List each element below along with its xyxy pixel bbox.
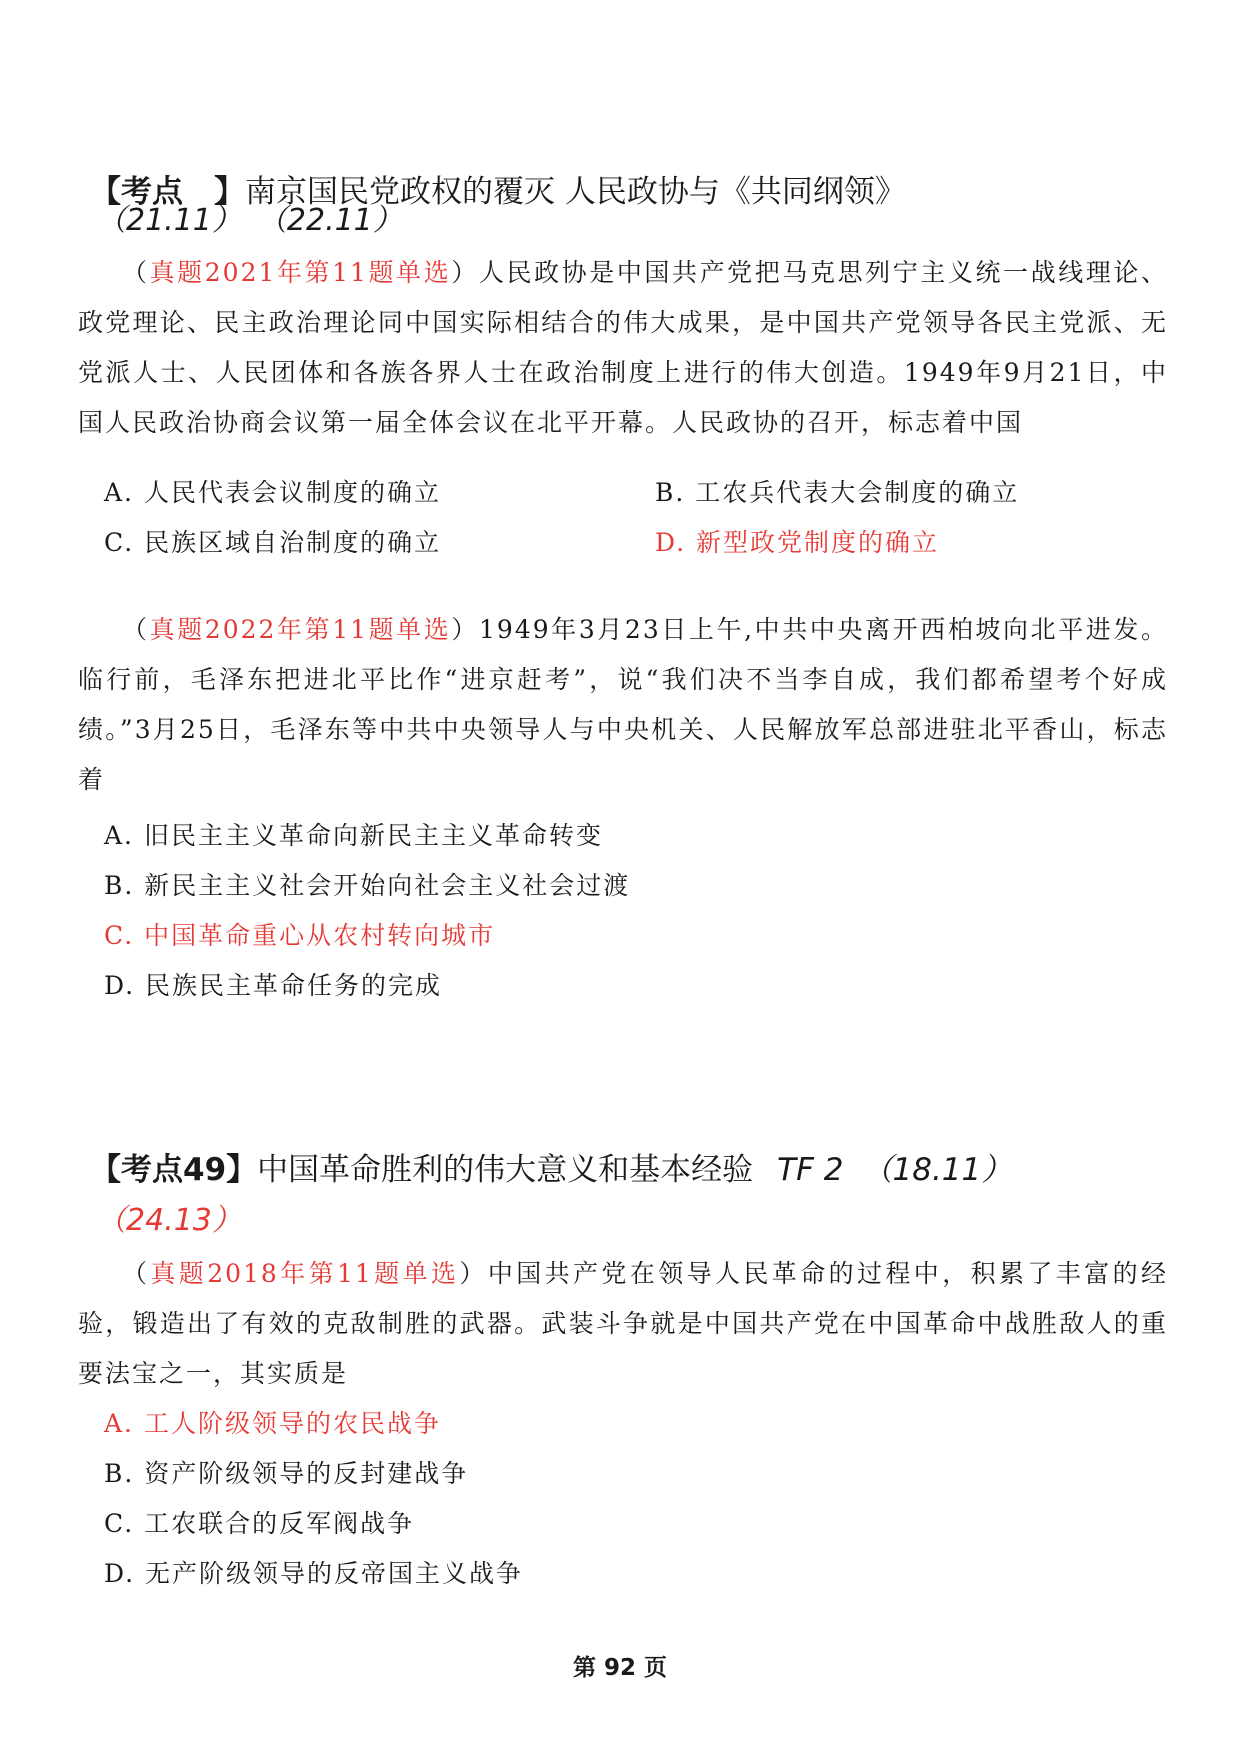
section-title: 南京国民党政权的覆灭 人民政协与《共同纲领》 [245,174,906,210]
answer-option: D. 民族民主革命任务的完成 [104,971,443,1000]
exam-reference: （18.11） [861,1152,1013,1188]
question-stem: （真题2022年第11题单选）1949年3月23日上午,中共中央离开西柏坡向北平进发。临行前，毛泽东把进北平比作“进京赶考”，说“我们决不当李自成，我们都希望考个好成绩。”3月25日，毛泽东等中共中央领导人与中央机关、人民解放军总部进驻北平香山，标志着 [78,615,1168,794]
section-references [96,1196,272,1246]
correct-answer-option: A. 工人阶级领导的农民战争 [104,1409,441,1438]
answer-option: B. 资产阶级领导的反封建战争 [104,1459,469,1488]
correct-answer-option: D. 新型政党制度的确立 [655,528,940,557]
exam-reference: （21.11） [96,203,242,238]
question-stem: （真题2018年第11题单选）中国共产党在领导人民革命的过程中，积累了丰富的经验，锻造出了有效的克敌制胜的武器。武装斗争就是中国共产党在中国革命中战胜敌人的重要法宝之一，其实质是 [78,1259,1168,1388]
question-source: 真题2018年第11题单选 [150,1259,460,1288]
correct-answer-option: C. 中国革命重心从农村转向城市 [104,921,496,950]
question-source: 真题2021年第11题单选 [149,258,452,287]
exam-reference: （24.13） [96,1203,242,1238]
answer-option: C. 工农联合的反军阀战争 [104,1509,415,1538]
answer-option: D. 无产阶级领导的反帝国主义战争 [104,1559,524,1588]
answer-option: A. 旧民主主义革命向新民主主义革命转变 [104,821,603,850]
section-title: 中国革命胜利的伟大意义和基本经验 [257,1152,754,1188]
question-text: 中国共产党在领导人民革命的过程中，积累了丰富的经验，锻造出了有效的克敌制胜的武器。武装斗争就是中国共产党在中国革命中战胜敌人的重要法宝之一，其实质是 [78,1259,1168,1388]
section-references [96,196,433,246]
section-number: 【考点 】 [90,174,245,210]
question-stem: （真题2021年第11题单选）人民政协是中国共产党把马克思列宁主义统一战线理论、政党理论、民主政治理论同中国实际相结合的伟大成果，是中国共产党领导各民主党派、无党派人士、人民团体和各族各界人士在政治制度上进行的伟大创造。1949年9月21日，中国人民政治协商会议第一届全体会议在北平开幕。人民政协的召开，标志着中国 [78,258,1168,437]
answer-option: B. 新民主主义社会开始向社会主义社会过渡 [104,871,631,900]
section-tag: TF 2 [777,1152,844,1188]
section-number: 【考点49】 [90,1152,258,1188]
question-text: 人民政协是中国共产党把马克思列宁主义统一战线理论、政党理论、民主政治理论同中国实际相结合的伟大成果，是中国共产党领导各民主党派、无党派人士、人民团体和各族各界人士在政治制度上进行的伟大创造。1949年9月21日，中国人民政治协商会议第一届全体会议在北平开幕。人民政协的召开，标志着中国 [78,258,1168,437]
question-source: 真题2022年第11题单选 [149,615,452,644]
question-text: 1949年3月23日上午,中共中央离开西柏坡向北平进发。临行前，毛泽东把进北平比作“进京赶考”，说“我们决不当李自成，我们都希望考个好成绩。”3月25日，毛泽东等中共中央领导人与中央机关、人民解放军总部进驻北平香山，标志着 [78,615,1168,794]
answer-option: C. 民族区域自治制度的确立 [104,528,442,557]
answer-option: A. 人民代表会议制度的确立 [104,478,441,507]
page-number: 第 92 页 [572,1655,668,1681]
section-heading [90,1144,1012,1196]
exam-reference: （22.11） [271,203,403,238]
answer-option: B. 工农兵代表大会制度的确立 [655,478,1020,507]
